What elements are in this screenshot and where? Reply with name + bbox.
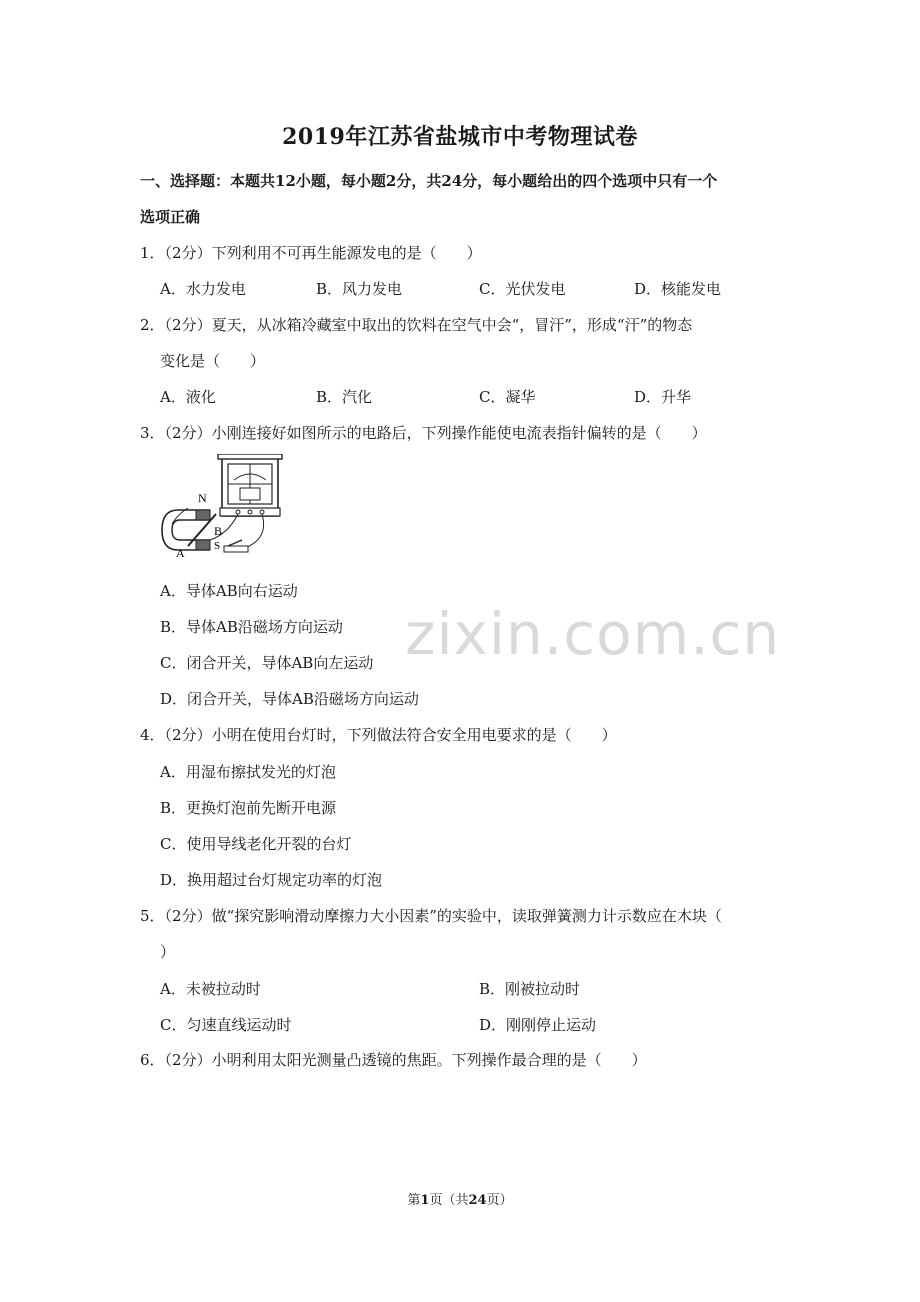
q3-option-b: B．导体AB沿磁场方向运动 [160, 618, 343, 636]
q1-option-d: D．核能发电 [634, 280, 722, 298]
question-5-stem-cont: ） [160, 943, 176, 961]
figure-label-n: N [198, 491, 207, 505]
page-footer [0, 1189, 920, 1208]
question-2-stem: 2．（2分）夏天，从冰箱冷藏室中取出的饮料在空气中会“，冒汗”，形成“汗”的物态 [140, 316, 693, 334]
watermark: zixin.com.cn [405, 600, 781, 668]
circuit-figure [158, 454, 288, 562]
q1-option-c: C．光伏发电 [479, 280, 566, 298]
footer-page-number: 1 [420, 1193, 430, 1208]
figure-label-a: A [176, 546, 185, 560]
question-3-stem: 3．（2分）小刚连接好如图所示的电路后，下列操作能使电流表指针偏转的是（ ） [140, 424, 707, 442]
footer-total-pages: 24 [468, 1193, 487, 1208]
q5-option-c: C．匀速直线运动时 [160, 1016, 292, 1034]
section-heading-cont: 选项正确 [140, 208, 201, 226]
question-2-stem-cont: 变化是（ ） [160, 352, 266, 370]
q2-option-d: D．升华 [634, 388, 692, 406]
q5-option-a: A．未被拉动时 [160, 980, 261, 998]
q1-option-a: A．水力发电 [160, 280, 246, 298]
section-heading: 一、选择题：本题共12小题，每小题2分，共24分，每小题给出的四个选项中只有一个 [140, 172, 718, 190]
q5-option-d: D．刚刚停止运动 [479, 1016, 597, 1034]
q5-option-b: B．刚被拉动时 [479, 980, 581, 998]
figure-label-b: B [214, 524, 223, 538]
question-4-stem: 4．（2分）小明在使用台灯时，下列做法符合安全用电要求的是（ ） [140, 726, 617, 744]
q3-option-d: D．闭合开关，导体AB沿磁场方向运动 [160, 690, 419, 708]
footer-post: 页） [486, 1193, 513, 1208]
q3-option-a: A．导体AB向右运动 [160, 582, 298, 600]
q4-option-b: B．更换灯泡前先断开电源 [160, 799, 337, 817]
figure-label-s: S [214, 540, 221, 552]
q3-option-c: C．闭合开关，导体AB向左运动 [160, 654, 374, 672]
footer-pre: 第 [407, 1193, 421, 1208]
question-1-stem: 1．（2分）下列利用不可再生能源发电的是（ ） [140, 244, 482, 262]
q2-option-a: A．液化 [160, 388, 216, 406]
q4-option-a: A．用湿布擦拭发光的灯泡 [160, 763, 336, 781]
q2-option-c: C．凝华 [479, 388, 536, 406]
question-6-stem: 6．（2分）小明利用太阳光测量凸透镜的焦距。下列操作最合理的是（ ） [140, 1051, 647, 1069]
q1-option-b: B．风力发电 [316, 280, 403, 298]
question-5-stem: 5．（2分）做“探究影响滑动摩擦力大小因素”的实验中，读取弹簧测力计示数应在木块（ [140, 907, 722, 925]
footer-mid: 页（共 [429, 1193, 469, 1208]
q2-option-b: B．汽化 [316, 388, 373, 406]
q4-option-d: D．换用超过台灯规定功率的灯泡 [160, 871, 383, 889]
q4-option-c: C．使用导线老化开裂的台灯 [160, 835, 352, 853]
page-title: 2019年江苏省盐城市中考物理试卷 [282, 124, 638, 150]
